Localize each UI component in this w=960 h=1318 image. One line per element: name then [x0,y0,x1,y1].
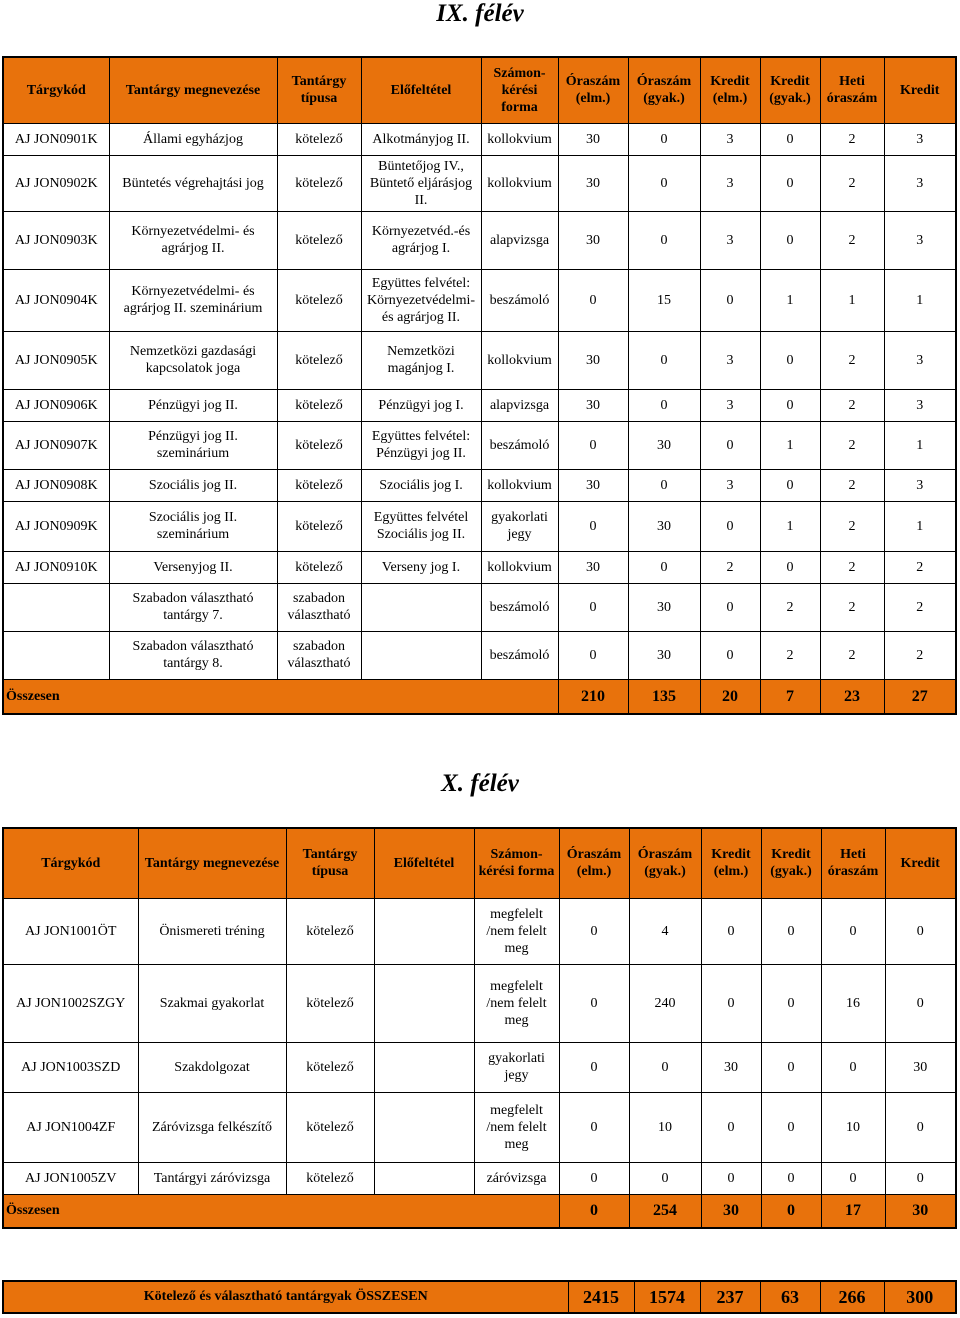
hours-lecture-cell: 30 [558,123,628,155]
course-name-cell: Önismereti tréning [138,898,286,964]
grand-total-row [3,1281,956,1313]
column-header: Óraszám (elm.) [559,828,629,898]
column-header: Tantárgy megnevezése [109,57,277,123]
exam-form-cell: beszámoló [481,583,558,631]
hours-practice-cell: 0 [628,123,700,155]
hours-lecture-cell: 0 [559,1092,629,1162]
exam-form-cell: beszámoló [481,631,558,679]
total-value: 27 [884,679,956,714]
column-header: Tantárgy típusa [277,57,361,123]
weekly-hours-cell: 2 [820,469,884,501]
credit-lecture-cell: 0 [701,1092,761,1162]
prerequisite-cell [374,964,474,1042]
hours-practice-cell: 30 [628,631,700,679]
course-code-cell [3,631,109,679]
course-type-cell: szabadon választható [277,631,361,679]
column-header: Számon-kérési forma [481,57,558,123]
course-name-cell: Környezetvédelmi- és agrárjog II. [109,211,277,269]
course-name-cell: Záróvizsga felkészítő [138,1092,286,1162]
credit-cell: 1 [884,269,956,331]
credit-practice-cell: 0 [760,551,820,583]
hours-practice-cell: 15 [628,269,700,331]
prerequisite-cell: Verseny jog I. [361,551,481,583]
credit-lecture-cell: 0 [701,964,761,1042]
course-name-cell: Pénzügyi jog II. [109,389,277,421]
course-type-cell: kötelező [277,155,361,211]
prerequisite-cell: Együttes felvétel: Környezetvédelmi- és agrárjog II. [361,269,481,331]
course-name-cell: Versenyjog II. [109,551,277,583]
prerequisite-cell [374,1092,474,1162]
hours-practice-cell: 30 [628,421,700,469]
course-code-cell: AJ JON0909K [3,501,109,551]
exam-form-cell: kollokvium [481,551,558,583]
prerequisite-cell [361,631,481,679]
grand-total-value: 300 [884,1281,956,1313]
hours-lecture-cell: 0 [558,269,628,331]
credit-lecture-cell: 0 [700,583,760,631]
hours-lecture-cell: 0 [558,583,628,631]
credit-lecture-cell: 30 [701,1042,761,1092]
course-code-cell: AJ JON1002SZGY [3,964,138,1042]
column-header: Tantárgy típusa [286,828,374,898]
hours-practice-cell: 4 [629,898,701,964]
weekly-hours-cell: 2 [820,155,884,211]
course-type-cell: kötelező [277,123,361,155]
hours-lecture-cell: 0 [558,501,628,551]
exam-form-cell: megfelelt /nem felelt meg [474,964,559,1042]
hours-lecture-cell: 0 [559,964,629,1042]
table-row [3,389,956,421]
hours-lecture-cell: 30 [558,469,628,501]
course-name-cell: Állami egyházjog [109,123,277,155]
header-row [3,828,956,898]
credit-practice-cell: 1 [760,501,820,551]
total-value: 135 [628,679,700,714]
course-name-cell: Büntetés végrehajtási jog [109,155,277,211]
column-header: Előfeltétel [374,828,474,898]
total-row [3,679,956,714]
weekly-hours-cell: 2 [820,501,884,551]
course-name-cell: Szakmai gyakorlat [138,964,286,1042]
course-name-cell: Szakdolgozat [138,1042,286,1092]
column-header: Heti óraszám [820,57,884,123]
exam-form-cell: beszámoló [481,421,558,469]
credit-practice-cell: 0 [760,469,820,501]
weekly-hours-cell: 2 [820,583,884,631]
exam-form-cell: alapvizsga [481,211,558,269]
column-header: Kredit (gyak.) [760,57,820,123]
hours-lecture-cell: 30 [558,155,628,211]
credit-cell: 0 [885,1092,956,1162]
table-row [3,1162,956,1194]
grand-total-table [2,1280,957,1314]
course-name-cell: Szociális jog II. szeminárium [109,501,277,551]
table-row [3,551,956,583]
hours-practice-cell: 30 [628,583,700,631]
credit-practice-cell: 0 [761,1042,821,1092]
course-code-cell [3,583,109,631]
exam-form-cell: gyakorlati jegy [474,1042,559,1092]
course-type-cell: kötelező [286,964,374,1042]
credit-cell: 0 [885,964,956,1042]
exam-form-cell: megfelelt /nem felelt meg [474,898,559,964]
course-code-cell: AJ JON1004ZF [3,1092,138,1162]
exam-form-cell: beszámoló [481,269,558,331]
prerequisite-cell: Büntetőjog IV., Büntető eljárásjog II. [361,155,481,211]
hours-lecture-cell: 30 [558,211,628,269]
table-row [3,1092,956,1162]
total-value: 30 [701,1194,761,1228]
credit-cell: 1 [884,501,956,551]
hours-practice-cell: 0 [628,155,700,211]
course-type-cell: kötelező [277,551,361,583]
hours-practice-cell: 0 [628,469,700,501]
credit-practice-cell: 0 [761,1092,821,1162]
exam-form-cell: gyakorlati jegy [481,501,558,551]
course-type-cell: kötelező [277,211,361,269]
course-code-cell: AJ JON0908K [3,469,109,501]
prerequisite-cell: Nemzetközi magánjog I. [361,331,481,389]
credit-practice-cell: 1 [760,421,820,469]
prerequisite-cell [374,1162,474,1194]
grand-total-label: Kötelező és választható tantárgyak ÖSSZESEN [3,1281,568,1313]
credit-lecture-cell: 3 [700,123,760,155]
course-type-cell: kötelező [286,1092,374,1162]
credit-cell: 3 [884,389,956,421]
semester-10-title: X. félév [441,770,519,797]
course-type-cell: kötelező [277,421,361,469]
exam-form-cell: alapvizsga [481,389,558,421]
weekly-hours-cell: 2 [820,123,884,155]
hours-lecture-cell: 0 [559,1162,629,1194]
course-code-cell: AJ JON1003SZD [3,1042,138,1092]
table-row [3,469,956,501]
weekly-hours-cell: 16 [821,964,885,1042]
credit-cell: 2 [884,631,956,679]
weekly-hours-cell: 1 [820,269,884,331]
credit-practice-cell: 0 [760,331,820,389]
column-header: Tárgykód [3,57,109,123]
credit-cell: 3 [884,469,956,501]
table-row [3,583,956,631]
course-type-cell: kötelező [277,469,361,501]
column-header: Kredit (elm.) [700,57,760,123]
table-row [3,501,956,551]
credit-cell: 0 [885,898,956,964]
weekly-hours-cell: 2 [820,389,884,421]
course-code-cell: AJ JON0902K [3,155,109,211]
credit-cell: 0 [885,1162,956,1194]
table-row [3,155,956,211]
hours-lecture-cell: 30 [558,551,628,583]
credit-lecture-cell: 3 [700,211,760,269]
credit-practice-cell: 0 [761,964,821,1042]
hours-practice-cell: 0 [628,211,700,269]
weekly-hours-cell: 2 [820,421,884,469]
hours-practice-cell: 30 [628,501,700,551]
weekly-hours-cell: 0 [821,1162,885,1194]
table-row [3,898,956,964]
weekly-hours-cell: 10 [821,1092,885,1162]
total-value: 0 [761,1194,821,1228]
credit-practice-cell: 0 [761,898,821,964]
credit-practice-cell: 0 [760,155,820,211]
course-type-cell: kötelező [286,898,374,964]
prerequisite-cell: Pénzügyi jog I. [361,389,481,421]
column-header: Kredit [884,57,956,123]
course-name-cell: Szociális jog II. [109,469,277,501]
total-value: 254 [629,1194,701,1228]
course-type-cell: szabadon választható [277,583,361,631]
hours-practice-cell: 0 [629,1042,701,1092]
column-header: Előfeltétel [361,57,481,123]
credit-practice-cell: 0 [760,389,820,421]
credit-lecture-cell: 0 [700,421,760,469]
weekly-hours-cell: 2 [820,551,884,583]
weekly-hours-cell: 2 [820,211,884,269]
credit-cell: 3 [884,211,956,269]
grand-total-value: 266 [820,1281,884,1313]
total-value: 0 [559,1194,629,1228]
weekly-hours-cell: 0 [821,898,885,964]
hours-lecture-cell: 30 [558,389,628,421]
course-code-cell: AJ JON0906K [3,389,109,421]
column-header: Óraszám (gyak.) [628,57,700,123]
course-type-cell: kötelező [286,1162,374,1194]
exam-form-cell: kollokvium [481,155,558,211]
header-row [3,57,956,123]
course-type-cell: kötelező [277,269,361,331]
prerequisite-cell: Alkotmányjog II. [361,123,481,155]
table-row [3,1042,956,1092]
course-code-cell: AJ JON0904K [3,269,109,331]
table-row [3,123,956,155]
course-code-cell: AJ JON0907K [3,421,109,469]
hours-practice-cell: 10 [629,1092,701,1162]
course-code-cell: AJ JON0903K [3,211,109,269]
weekly-hours-cell: 0 [821,1042,885,1092]
prerequisite-cell: Együttes felvétel Szociális jog II. [361,501,481,551]
course-code-cell: AJ JON0901K [3,123,109,155]
credit-lecture-cell: 0 [700,501,760,551]
weekly-hours-cell: 2 [820,631,884,679]
credit-cell: 2 [884,551,956,583]
hours-practice-cell: 0 [629,1162,701,1194]
exam-form-cell: záróvizsga [474,1162,559,1194]
weekly-hours-cell: 2 [820,331,884,389]
credit-lecture-cell: 0 [701,1162,761,1194]
credit-lecture-cell: 3 [700,389,760,421]
course-code-cell: AJ JON0910K [3,551,109,583]
prerequisite-cell: Környezetvéd.-és agrárjog I. [361,211,481,269]
column-header: Kredit (gyak.) [761,828,821,898]
hours-practice-cell: 0 [628,331,700,389]
total-row [3,1194,956,1228]
credit-practice-cell: 2 [760,583,820,631]
hours-lecture-cell: 0 [559,898,629,964]
credit-lecture-cell: 3 [700,469,760,501]
exam-form-cell: kollokvium [481,331,558,389]
column-header: Tárgykód [3,828,138,898]
course-type-cell: kötelező [277,331,361,389]
column-header: Tantárgy megnevezése [138,828,286,898]
credit-practice-cell: 1 [760,269,820,331]
course-name-cell: Szabadon választható tantárgy 8. [109,631,277,679]
credit-lecture-cell: 0 [700,269,760,331]
grand-total-value: 63 [760,1281,820,1313]
credit-cell: 1 [884,421,956,469]
column-header: Óraszám (gyak.) [629,828,701,898]
semester-10-table [2,827,957,1229]
course-type-cell: kötelező [277,389,361,421]
total-value: 7 [760,679,820,714]
exam-form-cell: megfelelt /nem felelt meg [474,1092,559,1162]
table-row [3,269,956,331]
grand-total-value: 237 [700,1281,760,1313]
table-row [3,421,956,469]
grand-total-value: 2415 [568,1281,634,1313]
column-header: Óraszám (elm.) [558,57,628,123]
course-code-cell: AJ JON1001ÖT [3,898,138,964]
course-type-cell: kötelező [286,1042,374,1092]
exam-form-cell: kollokvium [481,123,558,155]
column-header: Kredit [885,828,956,898]
credit-practice-cell: 0 [761,1162,821,1194]
column-header: Kredit (elm.) [701,828,761,898]
credit-cell: 3 [884,123,956,155]
credit-practice-cell: 0 [760,123,820,155]
hours-lecture-cell: 0 [558,421,628,469]
credit-lecture-cell: 0 [701,898,761,964]
table-row [3,964,956,1042]
table-row [3,631,956,679]
total-value: 17 [821,1194,885,1228]
table-row [3,331,956,389]
table-row [3,211,956,269]
total-label: Összesen [3,1194,559,1228]
credit-cell: 3 [884,155,956,211]
semester-9-table [2,56,957,715]
column-header: Heti óraszám [821,828,885,898]
total-value: 23 [820,679,884,714]
credit-cell: 2 [884,583,956,631]
total-value: 20 [700,679,760,714]
total-value: 30 [885,1194,956,1228]
course-code-cell: AJ JON0905K [3,331,109,389]
prerequisite-cell: Szociális jog I. [361,469,481,501]
credit-lecture-cell: 3 [700,155,760,211]
total-value: 210 [558,679,628,714]
course-name-cell: Tantárgyi záróvizsga [138,1162,286,1194]
course-name-cell: Pénzügyi jog II. szeminárium [109,421,277,469]
credit-lecture-cell: 2 [700,551,760,583]
prerequisite-cell: Együttes felvétel: Pénzügyi jog II. [361,421,481,469]
course-code-cell: AJ JON1005ZV [3,1162,138,1194]
hours-practice-cell: 0 [628,389,700,421]
credit-cell: 3 [884,331,956,389]
hours-practice-cell: 0 [628,551,700,583]
hours-practice-cell: 240 [629,964,701,1042]
hours-lecture-cell: 0 [558,631,628,679]
semester-9-title: IX. félév [436,0,524,27]
course-name-cell: Szabadon választható tantárgy 7. [109,583,277,631]
prerequisite-cell [361,583,481,631]
column-header: Számon-kérési forma [474,828,559,898]
grand-total-value: 1574 [634,1281,700,1313]
exam-form-cell: kollokvium [481,469,558,501]
hours-lecture-cell: 0 [559,1042,629,1092]
course-name-cell: Nemzetközi gazdasági kapcsolatok joga [109,331,277,389]
total-label: Összesen [3,679,558,714]
hours-lecture-cell: 30 [558,331,628,389]
prerequisite-cell [374,1042,474,1092]
prerequisite-cell [374,898,474,964]
credit-lecture-cell: 0 [700,631,760,679]
credit-cell: 30 [885,1042,956,1092]
credit-lecture-cell: 3 [700,331,760,389]
credit-practice-cell: 0 [760,211,820,269]
course-type-cell: kötelező [277,501,361,551]
credit-practice-cell: 2 [760,631,820,679]
course-name-cell: Környezetvédelmi- és agrárjog II. szeminárium [109,269,277,331]
